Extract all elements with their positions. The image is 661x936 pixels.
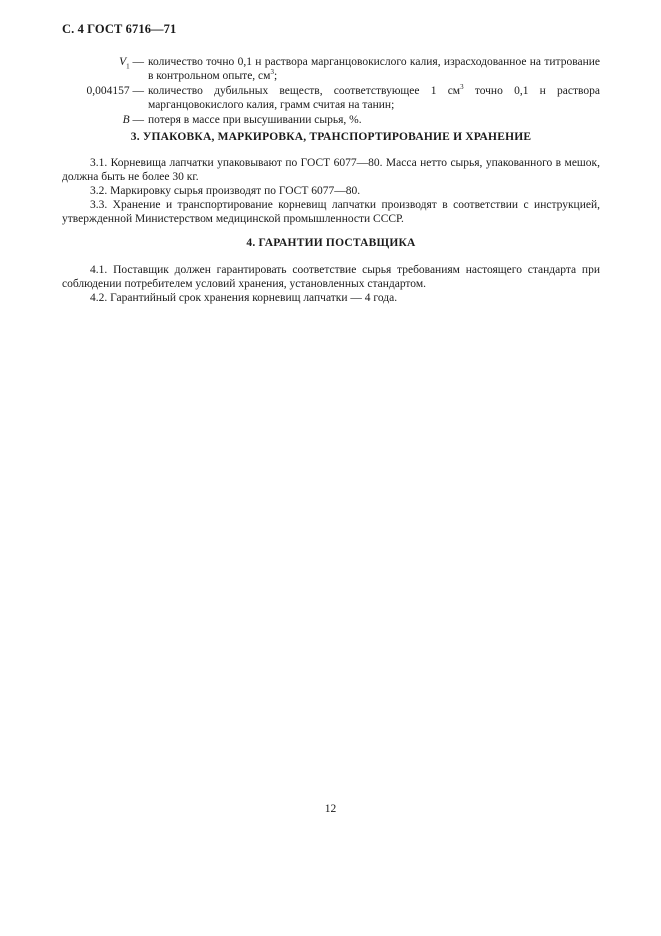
definition-text: количество точно 0,1 н раствора марганцовокислого калия, израсходованное на титрование в контрольном опыте, $см^3$; — [148, 56, 600, 82]
definition-text: количество дубильных веществ, соответствующее 1 $см^3$ точно 0,1 н раствора марганцовокислого калия, грамм считая на танин; — [148, 83, 601, 111]
paragraph-3-3: 3.3. Хранение и транспортирование корневищ лапчатки производят в соответствии с инструкцией, утвержденной Министерством медицинской промышленности СССР. — [62, 199, 600, 225]
definition-symbol: B — — [122, 114, 144, 126]
section-4-title: 4. ГАРАНТИИ ПОСТАВЩИКА — [246, 237, 416, 249]
page-header: С. 4 ГОСТ 6716—71 — [62, 22, 177, 36]
definition-b — [62, 113, 600, 127]
formula-definitions — [62, 55, 600, 127]
definition-symbol: 0,004157 — — [86, 85, 144, 97]
paragraph-3-1: 3.1. Корневища лапчатки упаковывают по ГОСТ 6077—80. Масса нетто сырья, упакованного в мешок, должна быть не более 30 кг. — [62, 157, 600, 183]
definition-text: потеря в массе при высушивании сырья, %. — [148, 114, 362, 126]
section-3-title: 3. УПАКОВКА, МАРКИРОВКА, ТРАНСПОРТИРОВАНИЕ И ХРАНЕНИЕ — [130, 131, 532, 143]
page-number: 12 — [324, 803, 337, 815]
definition-symbol: $V_1$ — — [119, 56, 144, 71]
paragraph-4-2: 4.2. Гарантийный срок хранения корневищ лапчатки — 4 года. — [90, 292, 398, 304]
definition-v1 — [62, 55, 600, 83]
paragraph-4-1: 4.1. Поставщик должен гарантировать соответствие сырья требованиям настоящего стандарта при соблюдении потребителем условий хранения, установленных стандартом. — [62, 264, 600, 290]
paragraph-3-2: 3.2. Маркировку сырья производят по ГОСТ 6077—80. — [90, 185, 361, 197]
definition-coefficient — [62, 84, 600, 112]
